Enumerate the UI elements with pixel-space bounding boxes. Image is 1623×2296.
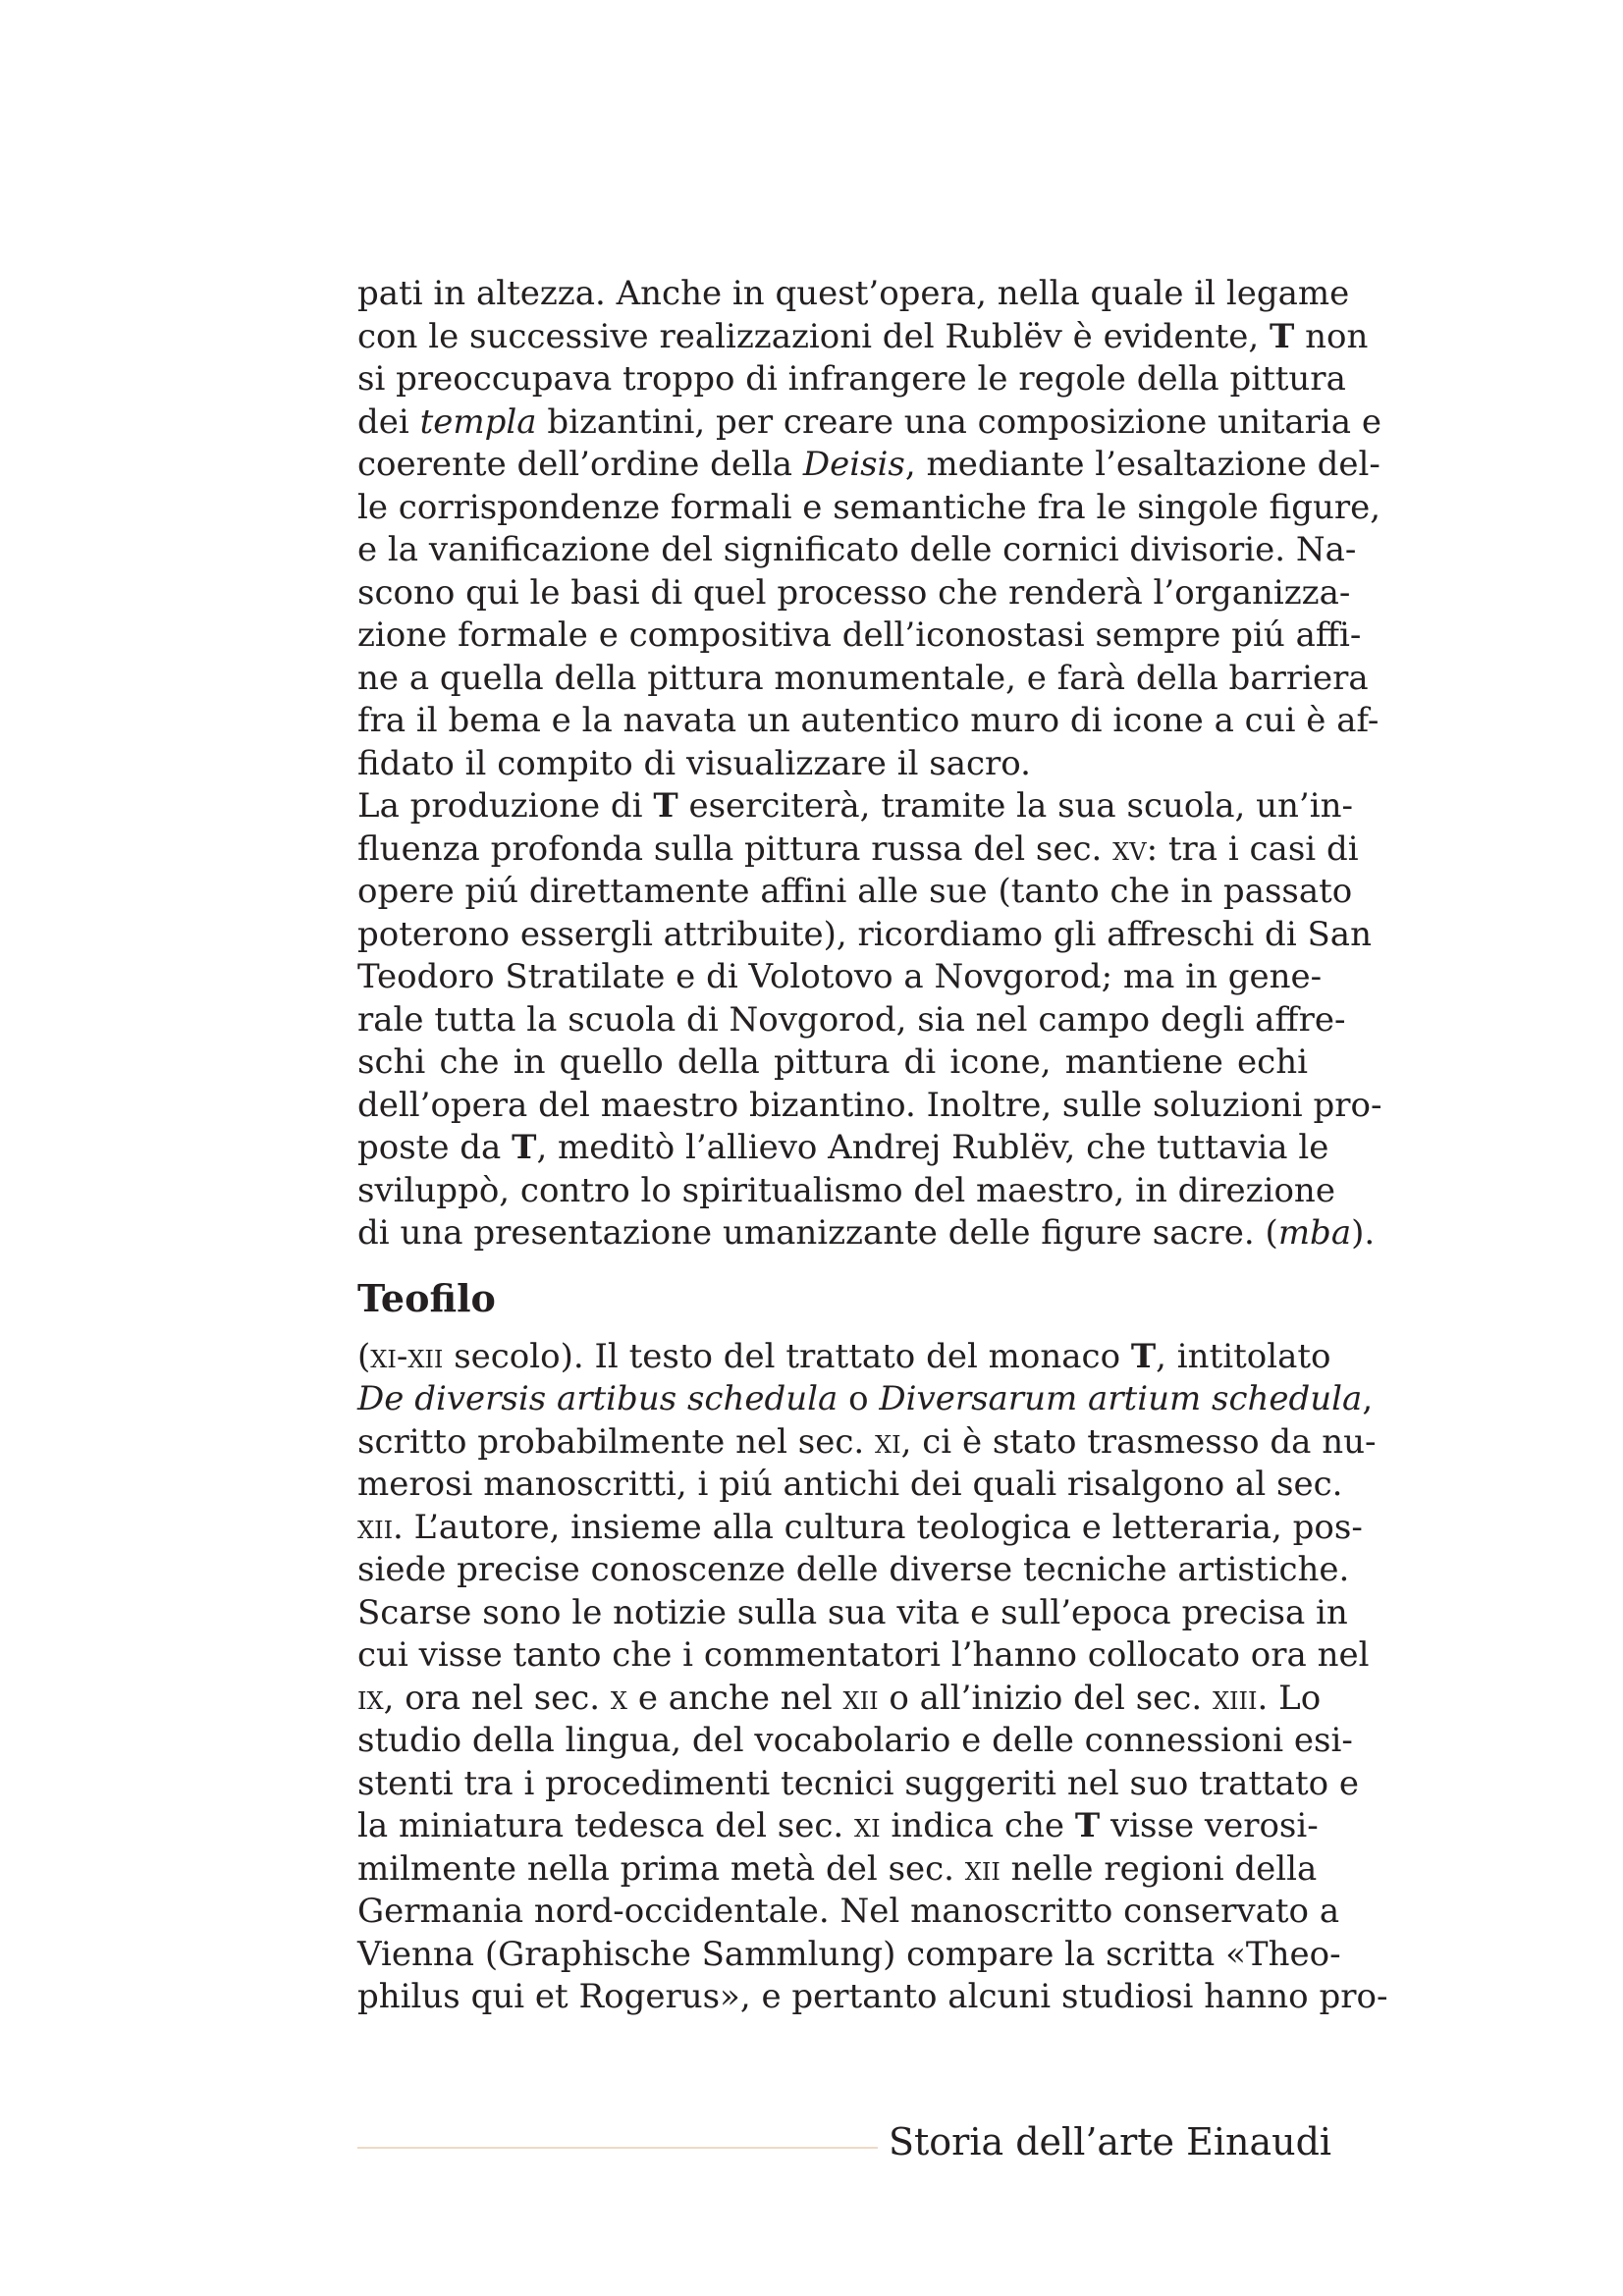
text-line: Scarse sono le notizie sulla sua vita e sull’epoca precisa in (357, 1592, 1348, 1632)
text-line: Vienna (Graphische Sammlung) compare la scritta «Theo- (357, 1934, 1341, 1974)
roman-numeral: xi (370, 1336, 397, 1376)
roman-numeral: xv (1112, 828, 1147, 869)
text-line: rale tutta la scuola di Novgorod, sia nel campo degli affre- (357, 999, 1346, 1040)
text-line: opere piú direttamente affini alle sue (tanto che in passato (357, 872, 1353, 911)
text-line: fluenza profonda sulla pittura russa del sec. xv: tra i casi di (357, 828, 1359, 869)
italic-term: Deisis (802, 445, 905, 484)
text-line: xii. L’autore, insieme alla cultura teologica e letteraria, pos- (357, 1507, 1363, 1547)
roman-numeral: xiii (1212, 1678, 1258, 1718)
text-line: cui visse tanto che i commentatori l’hanno collocato ora nel (357, 1635, 1370, 1675)
entry-heading: Teofilo (357, 1275, 496, 1320)
text-line: stenti tra i procedimenti tecnici suggeriti nel suo trattato e (357, 1763, 1359, 1803)
text-line: studio della lingua, del vocabolario e delle connessioni esi- (357, 1721, 1353, 1760)
abbrev-t: T (1269, 316, 1295, 356)
abbrev-t: T (1130, 1336, 1157, 1376)
text-line: Teodoro Stratilate e di Volotovo a Novgorod; ma in gene- (357, 957, 1323, 996)
roman-numeral: xi (854, 1806, 881, 1845)
text-line: di una presentazione umanizzante delle figure sacre. (mba). (357, 1213, 1376, 1253)
roman-numeral: xii (407, 1336, 444, 1376)
text-line: Germania nord-occidentale. Nel manoscritto conservato a (357, 1892, 1340, 1931)
abbrev-t: T (1074, 1806, 1101, 1845)
text-line: (xi-xii secolo). Il testo del trattato del monaco T, intitolato (357, 1336, 1331, 1376)
text-line: scono qui le basi di quel processo che renderà l’organizza- (357, 572, 1351, 613)
text-line: si preoccupava troppo di infrangere le regole della pittura (357, 359, 1346, 399)
italic-title: Diversarum artium schedula (879, 1379, 1363, 1418)
roman-numeral: xii (964, 1848, 1001, 1889)
roman-numeral: xii (357, 1507, 394, 1547)
main-text (357, 273, 1388, 2019)
abbrev-t: T (512, 1128, 537, 1167)
text-line: schi che in quello della pittura di icone, mantiene echi (357, 1042, 1308, 1082)
footer-divider (357, 2147, 878, 2149)
text-line: le corrispondenze formali e semantiche fra le singole figure, (357, 487, 1381, 527)
text-line: zione formale e compositiva dell’iconostasi sempre piú affi- (357, 615, 1362, 655)
text-line: fra il bema e la navata un autentico muro di icone a cui è af- (357, 701, 1380, 740)
text-line: coerente dell’ordine della Deisis, mediante l’esaltazione del- (357, 445, 1380, 484)
roman-numeral: xi (875, 1421, 901, 1462)
text-line: pati in altezza. Anche in quest’opera, nella quale il legame (357, 274, 1350, 313)
text-line: fidato il compito di visualizzare il sacro. (357, 743, 1031, 783)
text-line: milmente nella prima metà del sec. xii nelle regioni della (357, 1848, 1318, 1889)
italic-title: De diversis artibus schedula (357, 1379, 839, 1418)
text-line: La produzione di T eserciterà, tramite la sua scuola, un’in- (357, 786, 1353, 826)
paragraph-3 (357, 1336, 1388, 2019)
text-line: philus qui et Rogerus», e pertanto alcuni studiosi hanno pro- (357, 1977, 1388, 2016)
footer-title: Storia dell’arte Einaudi (889, 2120, 1332, 2163)
text-line: ne a quella della pittura monumentale, e farà della barriera (357, 658, 1369, 698)
roman-numeral: ix (357, 1678, 384, 1718)
text-line: sviluppò, contro lo spiritualismo del maestro, in direzione (357, 1170, 1335, 1210)
text-line: siede precise conoscenze delle diverse tecniche artistiche. (357, 1550, 1350, 1589)
text-line: De diversis artibus schedula o Diversarum artium schedula, (357, 1379, 1374, 1418)
text-line: poste da T, meditò l’allievo Andrej Rublëv, che tuttavia le (357, 1128, 1329, 1167)
abbrev-t: T (653, 786, 678, 826)
text-line: la miniatura tedesca del sec. xi indica che T visse verosi- (357, 1806, 1319, 1845)
text-line: ix, ora nel sec. x e anche nel xii o all’inizio del sec. xiii. Lo (357, 1678, 1322, 1718)
text-line: dei templa bizantini, per creare una composizione unitaria e (357, 401, 1381, 442)
italic-term: templa (419, 401, 537, 442)
text-line: poterono essergli attribuite), ricordiamo gli affreschi di San (357, 914, 1372, 954)
roman-numeral: x (610, 1678, 628, 1718)
text-line: dell’opera del maestro bizantino. Inoltre, sulle soluzioni pro- (357, 1085, 1382, 1125)
paragraph-1 (357, 273, 1381, 785)
text-line: con le successive realizzazioni del Rublëv è evidente, T non (357, 316, 1369, 356)
paragraph-2 (357, 785, 1382, 1255)
text-line: scritto probabilmente nel sec. xi, ci è stato trasmesso da nu- (357, 1421, 1377, 1462)
author-initials: mba (1277, 1213, 1352, 1253)
text-line: merosi manoscritti, i piú antichi dei quali risalgono al sec. (357, 1465, 1343, 1504)
roman-numeral: xii (842, 1678, 879, 1718)
text-line: e la vanificazione del significato delle cornici divisorie. Na- (357, 530, 1357, 569)
